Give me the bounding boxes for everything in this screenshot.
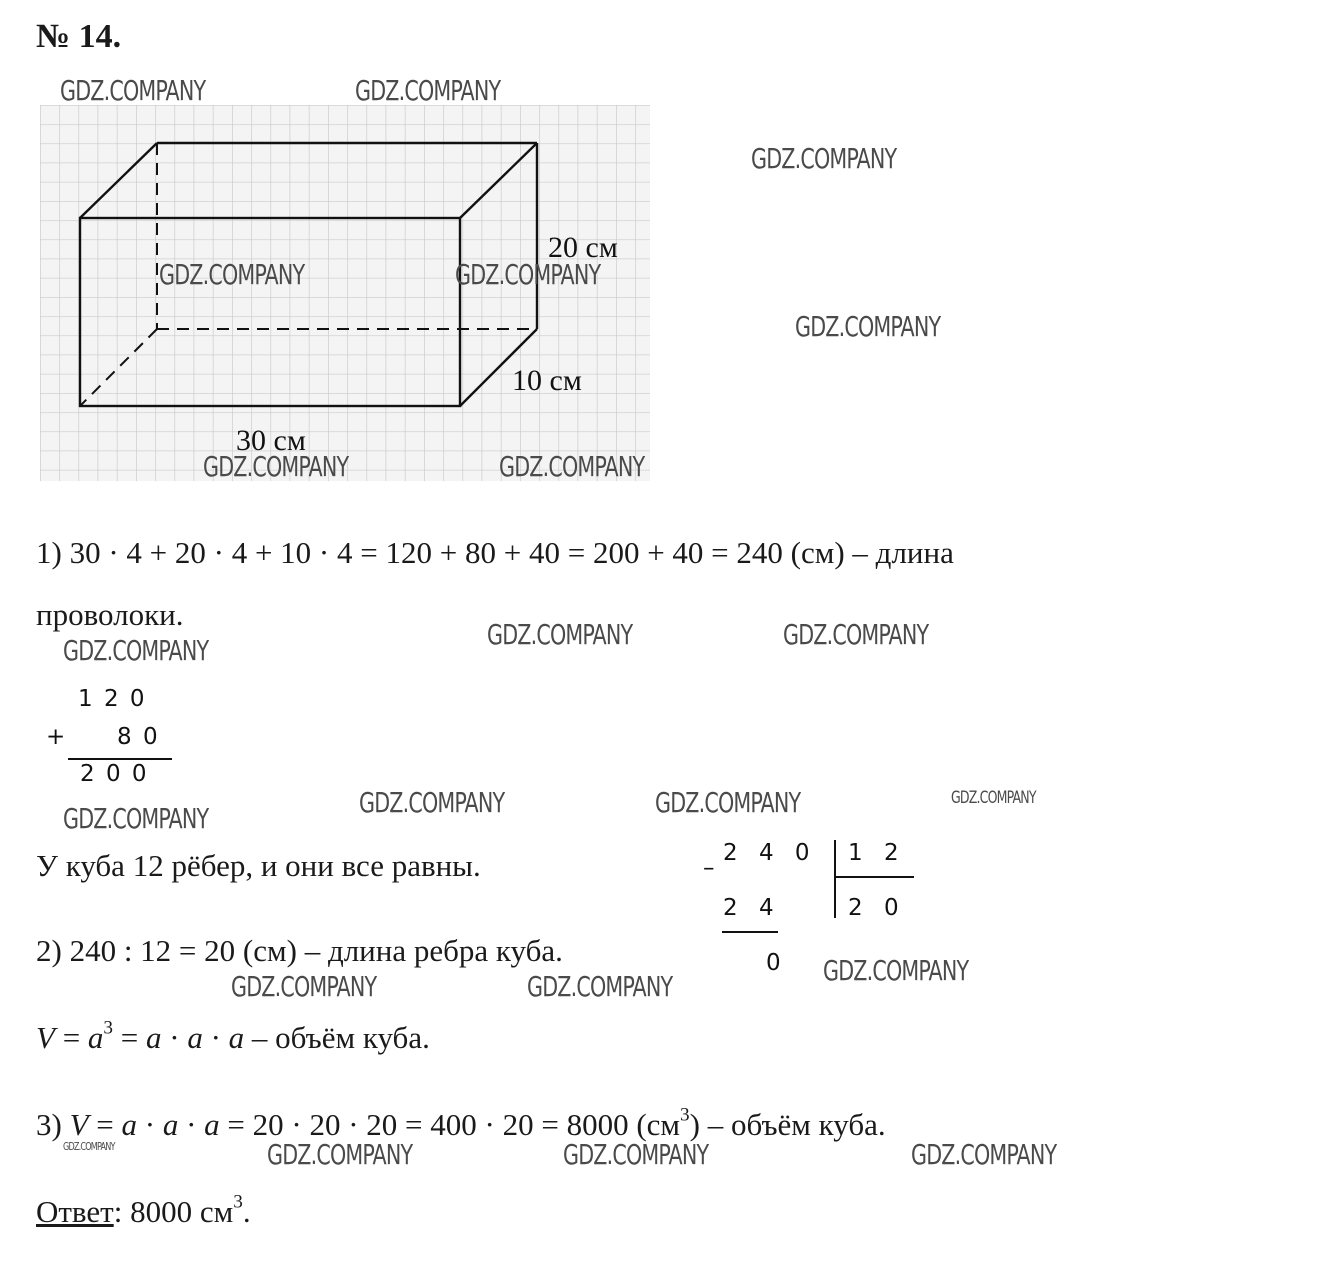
watermark: GDZ.COMPANY bbox=[359, 786, 505, 819]
watermark: GDZ.COMPANY bbox=[60, 74, 206, 107]
watermark: GDZ.COMPANY bbox=[499, 450, 645, 483]
addition-plus-sign: + bbox=[46, 724, 66, 750]
division-dividend: 2 4 0 bbox=[723, 840, 810, 866]
division-divisor: 1 2 bbox=[848, 840, 899, 866]
watermark: GDZ.COMPANY bbox=[455, 258, 601, 291]
addition-result: 2 0 0 bbox=[80, 761, 147, 787]
addition-operand-1: 1 2 0 bbox=[78, 686, 145, 712]
watermark: GDZ.COMPANY bbox=[951, 788, 1036, 808]
watermark: GDZ.COMPANY bbox=[795, 310, 941, 343]
box-figure bbox=[40, 105, 652, 483]
watermark: GDZ.COMPANY bbox=[783, 618, 929, 651]
division-remainder: 0 bbox=[766, 950, 781, 976]
step-1-continuation: проволоки. bbox=[36, 597, 184, 632]
watermark: GDZ.COMPANY bbox=[527, 970, 673, 1003]
watermark: GDZ.COMPANY bbox=[355, 74, 501, 107]
answer-label: Ответ bbox=[36, 1194, 114, 1229]
answer-line: Ответ: 8000 $см^3$. bbox=[36, 1191, 251, 1229]
watermark: GDZ.COMPANY bbox=[267, 1138, 413, 1171]
division-rule bbox=[722, 931, 778, 933]
watermark: GDZ.COMPANY bbox=[563, 1138, 709, 1171]
problem-number: № 14. bbox=[36, 18, 122, 55]
watermark: GDZ.COMPANY bbox=[487, 618, 633, 651]
step-1-line: 1) 30 · 4 + 20 · 4 + 10 · 4 = 120 + 80 + 40 = 200 + 40 = 240 (см) – длина bbox=[36, 535, 954, 570]
step-3-line: 3) V = a · a · a = 20 · 20 · 20 = 400 · 20 = 8000 $(см^3)$ – объём куба. bbox=[36, 1104, 886, 1142]
cube-fact: У куба 12 рёбер, и они все равны. bbox=[36, 848, 481, 883]
watermark: GDZ.COMPANY bbox=[63, 802, 209, 835]
watermark: GDZ.COMPANY bbox=[655, 786, 801, 819]
watermark: GDZ.COMPANY bbox=[159, 258, 305, 291]
addition-rule bbox=[68, 758, 172, 760]
step-2-line: 2) 240 : 12 = 20 (см) – длина ребра куба. bbox=[36, 933, 563, 968]
width-label: 30 см bbox=[236, 424, 306, 457]
watermark: GDZ.COMPANY bbox=[751, 142, 897, 175]
watermark: GDZ.COMPANY bbox=[231, 970, 377, 1003]
division-subtrahend: 2 4 bbox=[723, 895, 774, 921]
division-vertical-bar bbox=[834, 840, 836, 918]
division-minus-sign: – bbox=[703, 855, 715, 881]
depth-label: 10 см bbox=[512, 364, 582, 397]
watermark: GDZ.COMPANY bbox=[911, 1138, 1057, 1171]
watermark: GDZ.COMPANY bbox=[63, 1140, 115, 1153]
watermark: GDZ.COMPANY bbox=[203, 450, 349, 483]
division-divisor-rule bbox=[834, 876, 914, 878]
watermark: GDZ.COMPANY bbox=[823, 954, 969, 987]
addition-operand-2: 8 0 bbox=[117, 724, 158, 750]
height-label: 20 см bbox=[548, 231, 618, 264]
cube-volume-formula: $V = a^3 = a \cdot a \cdot a$ – объём куба. bbox=[36, 1017, 430, 1055]
division-quotient: 2 0 bbox=[848, 895, 899, 921]
watermark: GDZ.COMPANY bbox=[63, 634, 209, 667]
